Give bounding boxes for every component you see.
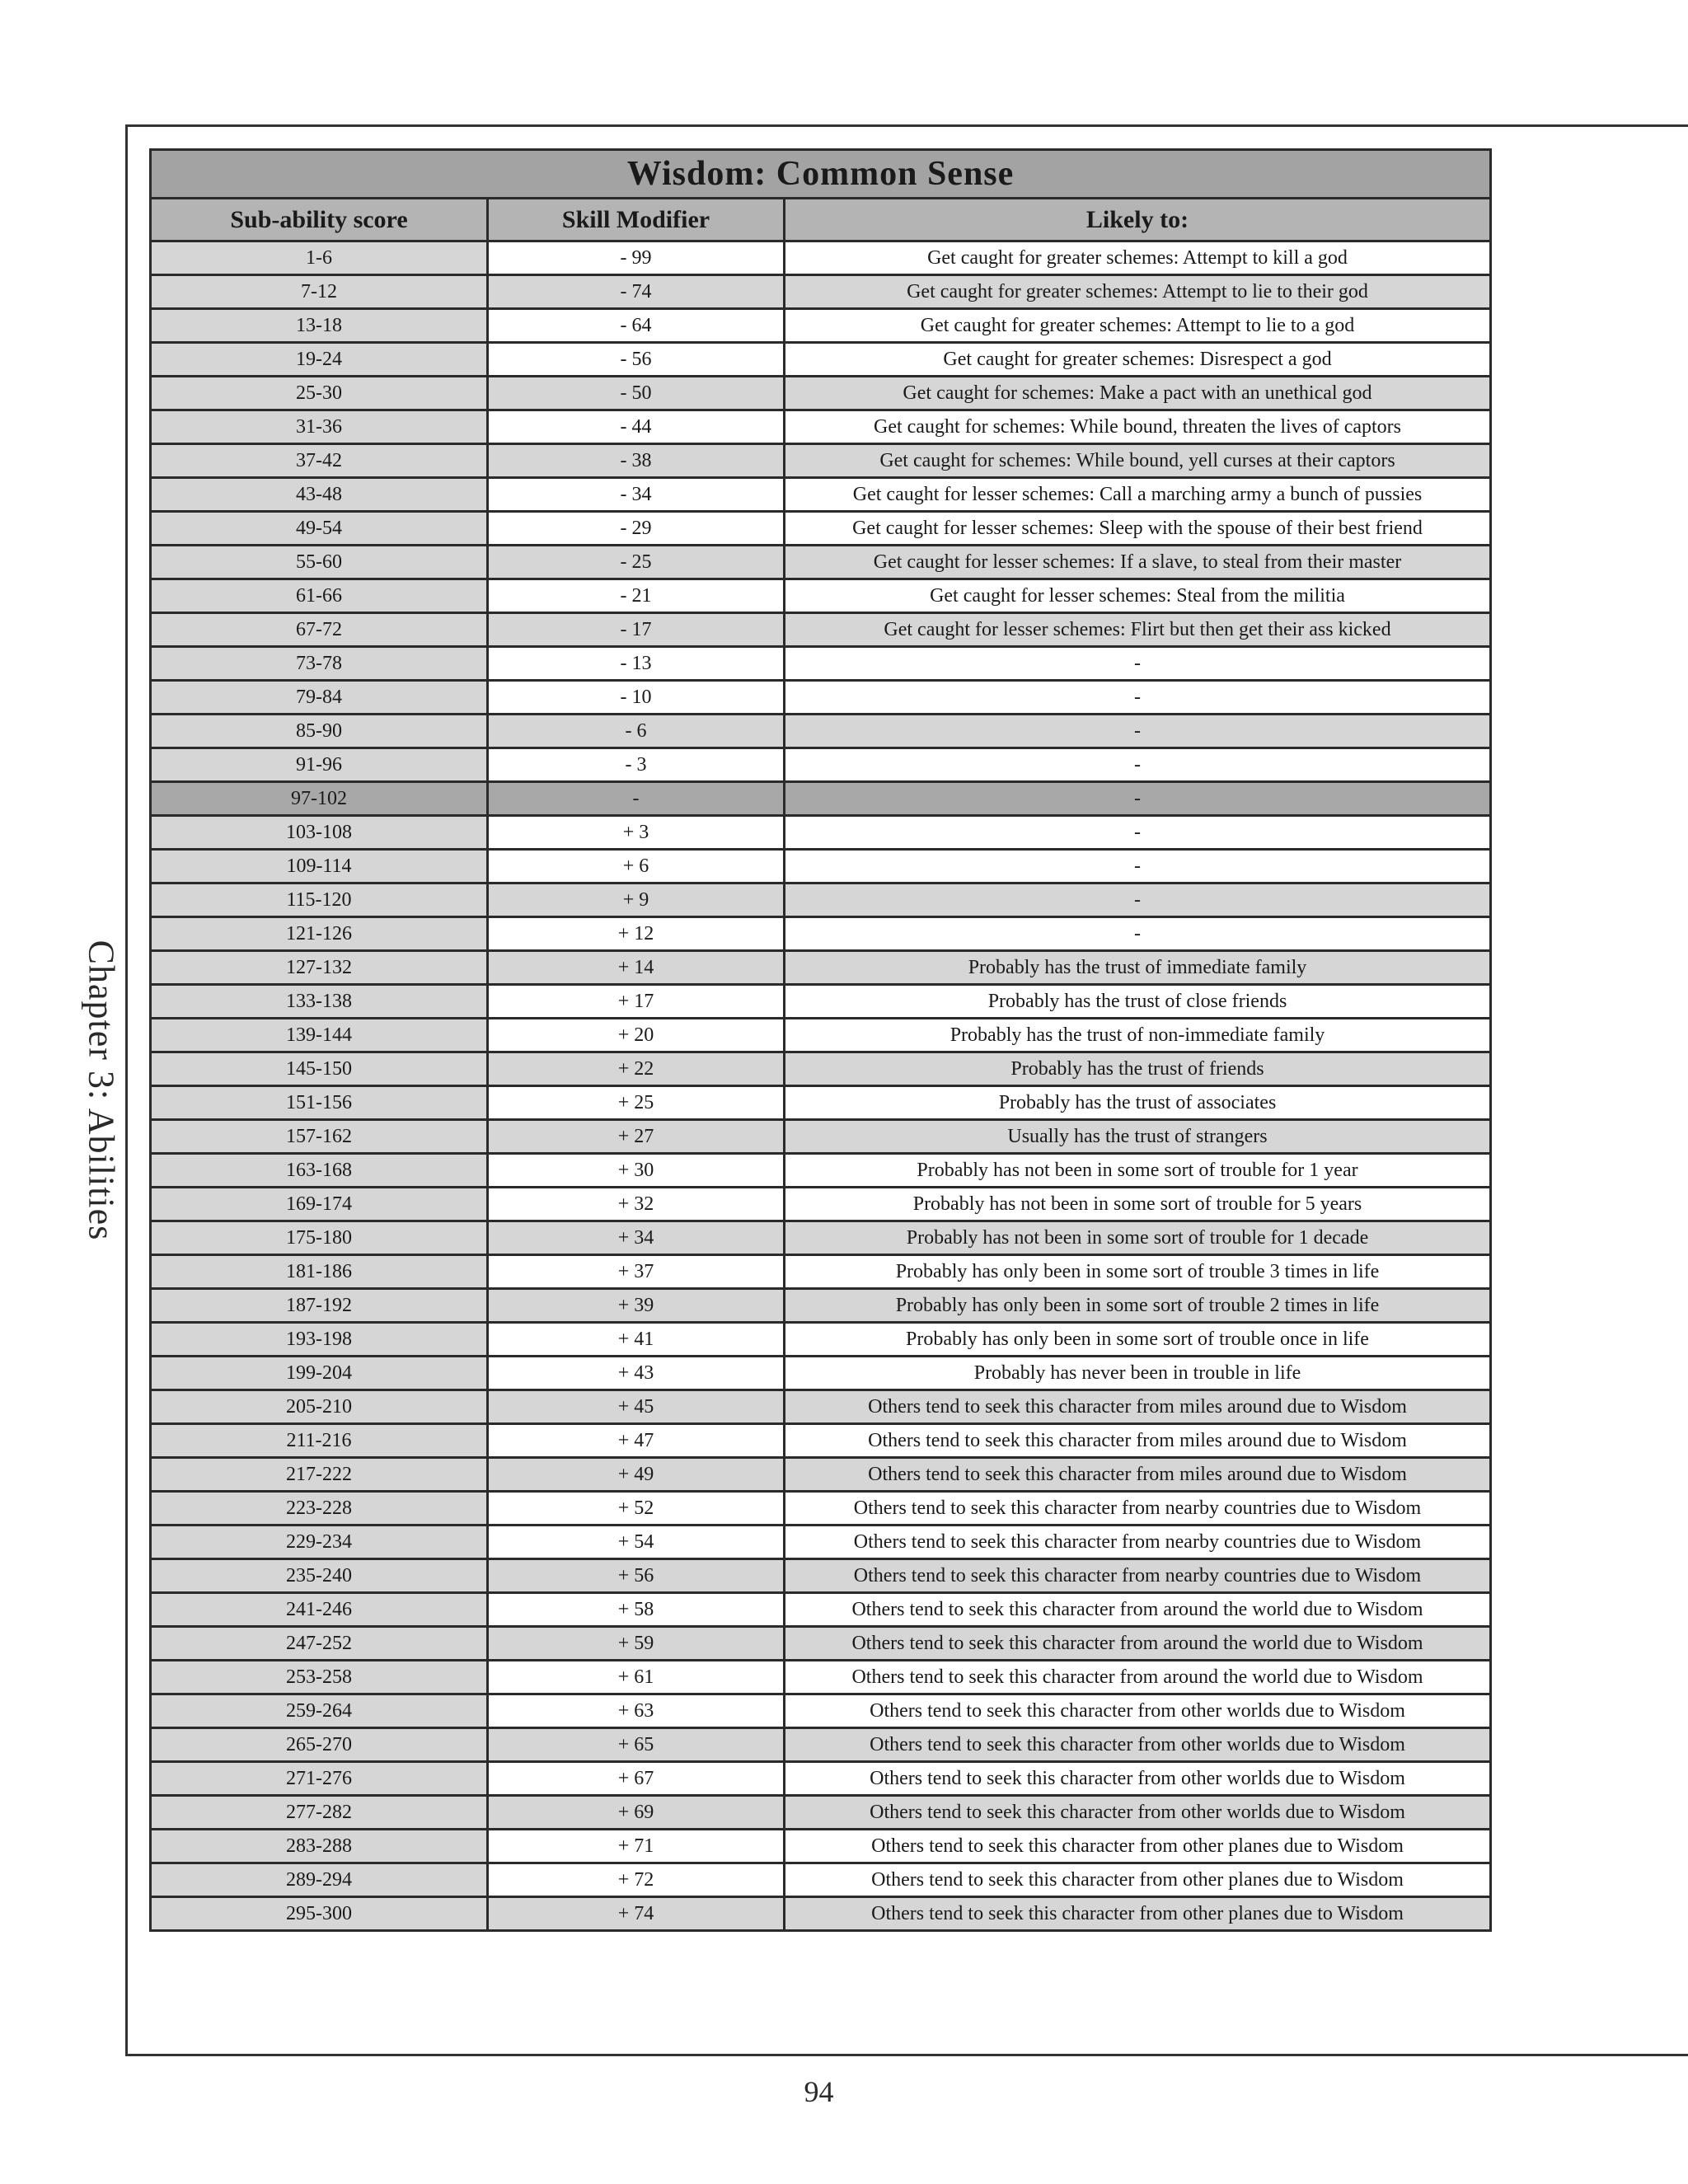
- cell-modifier: + 71: [488, 1830, 785, 1863]
- table-row: [151, 478, 1491, 512]
- cell-modifier: - 21: [488, 579, 785, 613]
- cell-score: 163-168: [151, 1154, 488, 1188]
- table-row: [151, 1255, 1491, 1289]
- cell-likely: Probably has only been in some sort of trouble 3 times in life: [785, 1255, 1491, 1289]
- cell-score: 73-78: [151, 647, 488, 681]
- cell-likely: Get caught for greater schemes: Attempt to lie to a god: [785, 309, 1491, 343]
- cell-modifier: + 3: [488, 816, 785, 850]
- cell-modifier: + 72: [488, 1863, 785, 1897]
- table-row: [151, 579, 1491, 613]
- table-row: [151, 275, 1491, 309]
- table-title: Wisdom: Common Sense: [151, 150, 1491, 199]
- table-row: [151, 1289, 1491, 1323]
- cell-modifier: + 9: [488, 883, 785, 917]
- table-row: [151, 512, 1491, 546]
- table-row: [151, 1458, 1491, 1492]
- cell-likely: -: [785, 850, 1491, 883]
- cell-modifier: + 65: [488, 1728, 785, 1762]
- cell-modifier: + 69: [488, 1796, 785, 1830]
- cell-score: 175-180: [151, 1221, 488, 1255]
- cell-score: 229-234: [151, 1526, 488, 1559]
- cell-likely: Probably has the trust of associates: [785, 1086, 1491, 1120]
- cell-modifier: - 34: [488, 478, 785, 512]
- cell-modifier: - 10: [488, 681, 785, 715]
- cell-score: 85-90: [151, 715, 488, 748]
- cell-likely: Others tend to seek this character from other worlds due to Wisdom: [785, 1762, 1491, 1796]
- cell-likely: -: [785, 917, 1491, 951]
- table-row: [151, 1019, 1491, 1052]
- cell-score: 193-198: [151, 1323, 488, 1357]
- cell-modifier: - 64: [488, 309, 785, 343]
- cell-likely: Probably has only been in some sort of trouble 2 times in life: [785, 1289, 1491, 1323]
- table-row: [151, 1762, 1491, 1796]
- cell-modifier: - 29: [488, 512, 785, 546]
- table-row: [151, 1796, 1491, 1830]
- cell-score: 133-138: [151, 985, 488, 1019]
- cell-likely: Others tend to seek this character from nearby countries due to Wisdom: [785, 1492, 1491, 1526]
- cell-score: 235-240: [151, 1559, 488, 1593]
- cell-modifier: - 25: [488, 546, 785, 579]
- cell-likely: Get caught for lesser schemes: Steal from the militia: [785, 579, 1491, 613]
- table-row: [151, 1526, 1491, 1559]
- cell-modifier: + 74: [488, 1897, 785, 1931]
- cell-score: 151-156: [151, 1086, 488, 1120]
- cell-score: 115-120: [151, 883, 488, 917]
- cell-likely: Probably has never been in trouble in life: [785, 1357, 1491, 1390]
- cell-score: 199-204: [151, 1357, 488, 1390]
- cell-score: 271-276: [151, 1762, 488, 1796]
- cell-likely: Probably has not been in some sort of trouble for 1 year: [785, 1154, 1491, 1188]
- cell-modifier: + 61: [488, 1661, 785, 1694]
- cell-modifier: + 17: [488, 985, 785, 1019]
- cell-score: 19-24: [151, 343, 488, 377]
- cell-score: 97-102: [151, 782, 488, 816]
- cell-score: 43-48: [151, 478, 488, 512]
- cell-score: 139-144: [151, 1019, 488, 1052]
- cell-score: 157-162: [151, 1120, 488, 1154]
- cell-modifier: - 17: [488, 613, 785, 647]
- cell-likely: -: [785, 816, 1491, 850]
- table-title-row: [151, 150, 1491, 199]
- table-row: [151, 816, 1491, 850]
- cell-likely: Others tend to seek this character from other planes due to Wisdom: [785, 1897, 1491, 1931]
- table-row: [151, 985, 1491, 1019]
- table-row: [151, 309, 1491, 343]
- cell-likely: Others tend to seek this character from other planes due to Wisdom: [785, 1830, 1491, 1863]
- cell-score: 289-294: [151, 1863, 488, 1897]
- cell-modifier: -: [488, 782, 785, 816]
- cell-modifier: + 30: [488, 1154, 785, 1188]
- cell-score: 49-54: [151, 512, 488, 546]
- table-row: [151, 377, 1491, 410]
- table-row: [151, 681, 1491, 715]
- cell-modifier: - 50: [488, 377, 785, 410]
- cell-likely: -: [785, 647, 1491, 681]
- table-row: [151, 1323, 1491, 1357]
- cell-likely: -: [785, 681, 1491, 715]
- cell-modifier: + 54: [488, 1526, 785, 1559]
- table-row: [151, 748, 1491, 782]
- chapter-side-label: Chapter 3: Abilities: [81, 940, 122, 1241]
- cell-score: 61-66: [151, 579, 488, 613]
- cell-modifier: + 56: [488, 1559, 785, 1593]
- cell-likely: Others tend to seek this character from other worlds due to Wisdom: [785, 1796, 1491, 1830]
- cell-modifier: - 99: [488, 241, 785, 275]
- table-row: [151, 782, 1491, 816]
- cell-likely: Get caught for greater schemes: Attempt to kill a god: [785, 241, 1491, 275]
- cell-modifier: - 3: [488, 748, 785, 782]
- cell-modifier: + 45: [488, 1390, 785, 1424]
- cell-modifier: + 58: [488, 1593, 785, 1627]
- cell-modifier: - 13: [488, 647, 785, 681]
- cell-modifier: + 27: [488, 1120, 785, 1154]
- cell-score: 211-216: [151, 1424, 488, 1458]
- cell-likely: Probably has the trust of non-immediate family: [785, 1019, 1491, 1052]
- cell-likely: Others tend to seek this character from miles around due to Wisdom: [785, 1424, 1491, 1458]
- cell-likely: -: [785, 782, 1491, 816]
- table-row: [151, 1424, 1491, 1458]
- table-row: [151, 951, 1491, 985]
- cell-likely: Get caught for schemes: Make a pact with an unethical god: [785, 377, 1491, 410]
- table-row: [151, 715, 1491, 748]
- cell-likely: Others tend to seek this character from around the world due to Wisdom: [785, 1661, 1491, 1694]
- cell-score: 295-300: [151, 1897, 488, 1931]
- table-row: [151, 1086, 1491, 1120]
- table-row: [151, 1052, 1491, 1086]
- cell-score: 25-30: [151, 377, 488, 410]
- table-row: [151, 546, 1491, 579]
- cell-score: 13-18: [151, 309, 488, 343]
- cell-score: 247-252: [151, 1627, 488, 1661]
- cell-modifier: + 12: [488, 917, 785, 951]
- cell-modifier: + 59: [488, 1627, 785, 1661]
- cell-likely: Probably has the trust of close friends: [785, 985, 1491, 1019]
- table-row: [151, 1390, 1491, 1424]
- cell-modifier: - 6: [488, 715, 785, 748]
- cell-score: 67-72: [151, 613, 488, 647]
- cell-score: 79-84: [151, 681, 488, 715]
- table-row: [151, 241, 1491, 275]
- table-row: [151, 917, 1491, 951]
- cell-modifier: - 44: [488, 410, 785, 444]
- cell-likely: Probably has only been in some sort of trouble once in life: [785, 1323, 1491, 1357]
- cell-likely: Others tend to seek this character from miles around due to Wisdom: [785, 1458, 1491, 1492]
- cell-modifier: + 39: [488, 1289, 785, 1323]
- cell-score: 277-282: [151, 1796, 488, 1830]
- table-row: [151, 1593, 1491, 1627]
- table-row: [151, 1897, 1491, 1931]
- cell-likely: Others tend to seek this character from miles around due to Wisdom: [785, 1390, 1491, 1424]
- table-row: [151, 1120, 1491, 1154]
- table-row: [151, 613, 1491, 647]
- cell-likely: Others tend to seek this character from other planes due to Wisdom: [785, 1863, 1491, 1897]
- cell-likely: Probably has not been in some sort of trouble for 1 decade: [785, 1221, 1491, 1255]
- table-row: [151, 1188, 1491, 1221]
- cell-modifier: + 34: [488, 1221, 785, 1255]
- cell-score: 187-192: [151, 1289, 488, 1323]
- table-row: [151, 1559, 1491, 1593]
- table-row: [151, 444, 1491, 478]
- cell-modifier: + 63: [488, 1694, 785, 1728]
- cell-score: 145-150: [151, 1052, 488, 1086]
- cell-likely: Get caught for lesser schemes: If a slave, to steal from their master: [785, 546, 1491, 579]
- cell-likely: Get caught for lesser schemes: Sleep with the spouse of their best friend: [785, 512, 1491, 546]
- table-row: [151, 1492, 1491, 1526]
- cell-modifier: + 6: [488, 850, 785, 883]
- column-header-score: Sub-ability score: [151, 199, 488, 241]
- table-row: [151, 410, 1491, 444]
- cell-score: 181-186: [151, 1255, 488, 1289]
- cell-likely: Others tend to seek this character from nearby countries due to Wisdom: [785, 1526, 1491, 1559]
- page-number: 94: [804, 2075, 834, 2108]
- cell-score: 241-246: [151, 1593, 488, 1627]
- cell-modifier: - 38: [488, 444, 785, 478]
- table-header-row: [151, 199, 1491, 241]
- cell-score: 205-210: [151, 1390, 488, 1424]
- cell-score: 91-96: [151, 748, 488, 782]
- cell-score: 121-126: [151, 917, 488, 951]
- cell-modifier: + 52: [488, 1492, 785, 1526]
- cell-modifier: + 25: [488, 1086, 785, 1120]
- cell-score: 253-258: [151, 1661, 488, 1694]
- table-row: [151, 883, 1491, 917]
- cell-modifier: + 14: [488, 951, 785, 985]
- cell-score: 223-228: [151, 1492, 488, 1526]
- table-row: [151, 1357, 1491, 1390]
- cell-modifier: + 49: [488, 1458, 785, 1492]
- cell-likely: Probably has the trust of friends: [785, 1052, 1491, 1086]
- cell-modifier: + 32: [488, 1188, 785, 1221]
- cell-likely: Get caught for lesser schemes: Flirt but then get their ass kicked: [785, 613, 1491, 647]
- cell-likely: Get caught for greater schemes: Disrespect a god: [785, 343, 1491, 377]
- cell-score: 283-288: [151, 1830, 488, 1863]
- cell-score: 1-6: [151, 241, 488, 275]
- cell-likely: Probably has not been in some sort of trouble for 5 years: [785, 1188, 1491, 1221]
- table-row: [151, 1728, 1491, 1762]
- cell-modifier: - 74: [488, 275, 785, 309]
- cell-modifier: + 20: [488, 1019, 785, 1052]
- cell-likely: Others tend to seek this character from around the world due to Wisdom: [785, 1593, 1491, 1627]
- table-row: [151, 1627, 1491, 1661]
- table-row: [151, 343, 1491, 377]
- cell-likely: -: [785, 883, 1491, 917]
- cell-likely: Others tend to seek this character from other worlds due to Wisdom: [785, 1694, 1491, 1728]
- cell-score: 7-12: [151, 275, 488, 309]
- cell-score: 265-270: [151, 1728, 488, 1762]
- column-header-modifier: Skill Modifier: [488, 199, 785, 241]
- cell-likely: Get caught for greater schemes: Attempt to lie to their god: [785, 275, 1491, 309]
- table-row: [151, 647, 1491, 681]
- cell-likely: Others tend to seek this character from other worlds due to Wisdom: [785, 1728, 1491, 1762]
- cell-score: 259-264: [151, 1694, 488, 1728]
- table-row: [151, 1830, 1491, 1863]
- cell-score: 55-60: [151, 546, 488, 579]
- cell-likely: Others tend to seek this character from around the world due to Wisdom: [785, 1627, 1491, 1661]
- cell-score: 109-114: [151, 850, 488, 883]
- cell-modifier: + 22: [488, 1052, 785, 1086]
- table-body: [151, 241, 1491, 1931]
- cell-likely: Get caught for schemes: While bound, yell curses at their captors: [785, 444, 1491, 478]
- cell-modifier: + 67: [488, 1762, 785, 1796]
- cell-likely: Get caught for lesser schemes: Call a marching army a bunch of pussies: [785, 478, 1491, 512]
- cell-score: 127-132: [151, 951, 488, 985]
- cell-score: 103-108: [151, 816, 488, 850]
- cell-likely: Probably has the trust of immediate family: [785, 951, 1491, 985]
- table-row: [151, 1694, 1491, 1728]
- cell-likely: -: [785, 748, 1491, 782]
- table-row: [151, 1661, 1491, 1694]
- cell-modifier: + 41: [488, 1323, 785, 1357]
- table-row: [151, 1863, 1491, 1897]
- cell-score: 169-174: [151, 1188, 488, 1221]
- cell-likely: Others tend to seek this character from nearby countries due to Wisdom: [785, 1559, 1491, 1593]
- table-row: [151, 850, 1491, 883]
- cell-likely: -: [785, 715, 1491, 748]
- cell-modifier: - 56: [488, 343, 785, 377]
- cell-likely: Usually has the trust of strangers: [785, 1120, 1491, 1154]
- column-header-likely: Likely to:: [785, 199, 1491, 241]
- cell-score: 31-36: [151, 410, 488, 444]
- table-row: [151, 1221, 1491, 1255]
- cell-modifier: + 37: [488, 1255, 785, 1289]
- cell-score: 37-42: [151, 444, 488, 478]
- cell-score: 217-222: [151, 1458, 488, 1492]
- cell-modifier: + 43: [488, 1357, 785, 1390]
- table-row: [151, 1154, 1491, 1188]
- wisdom-table: [149, 148, 1492, 1932]
- cell-modifier: + 47: [488, 1424, 785, 1458]
- cell-likely: Get caught for schemes: While bound, threaten the lives of captors: [785, 410, 1491, 444]
